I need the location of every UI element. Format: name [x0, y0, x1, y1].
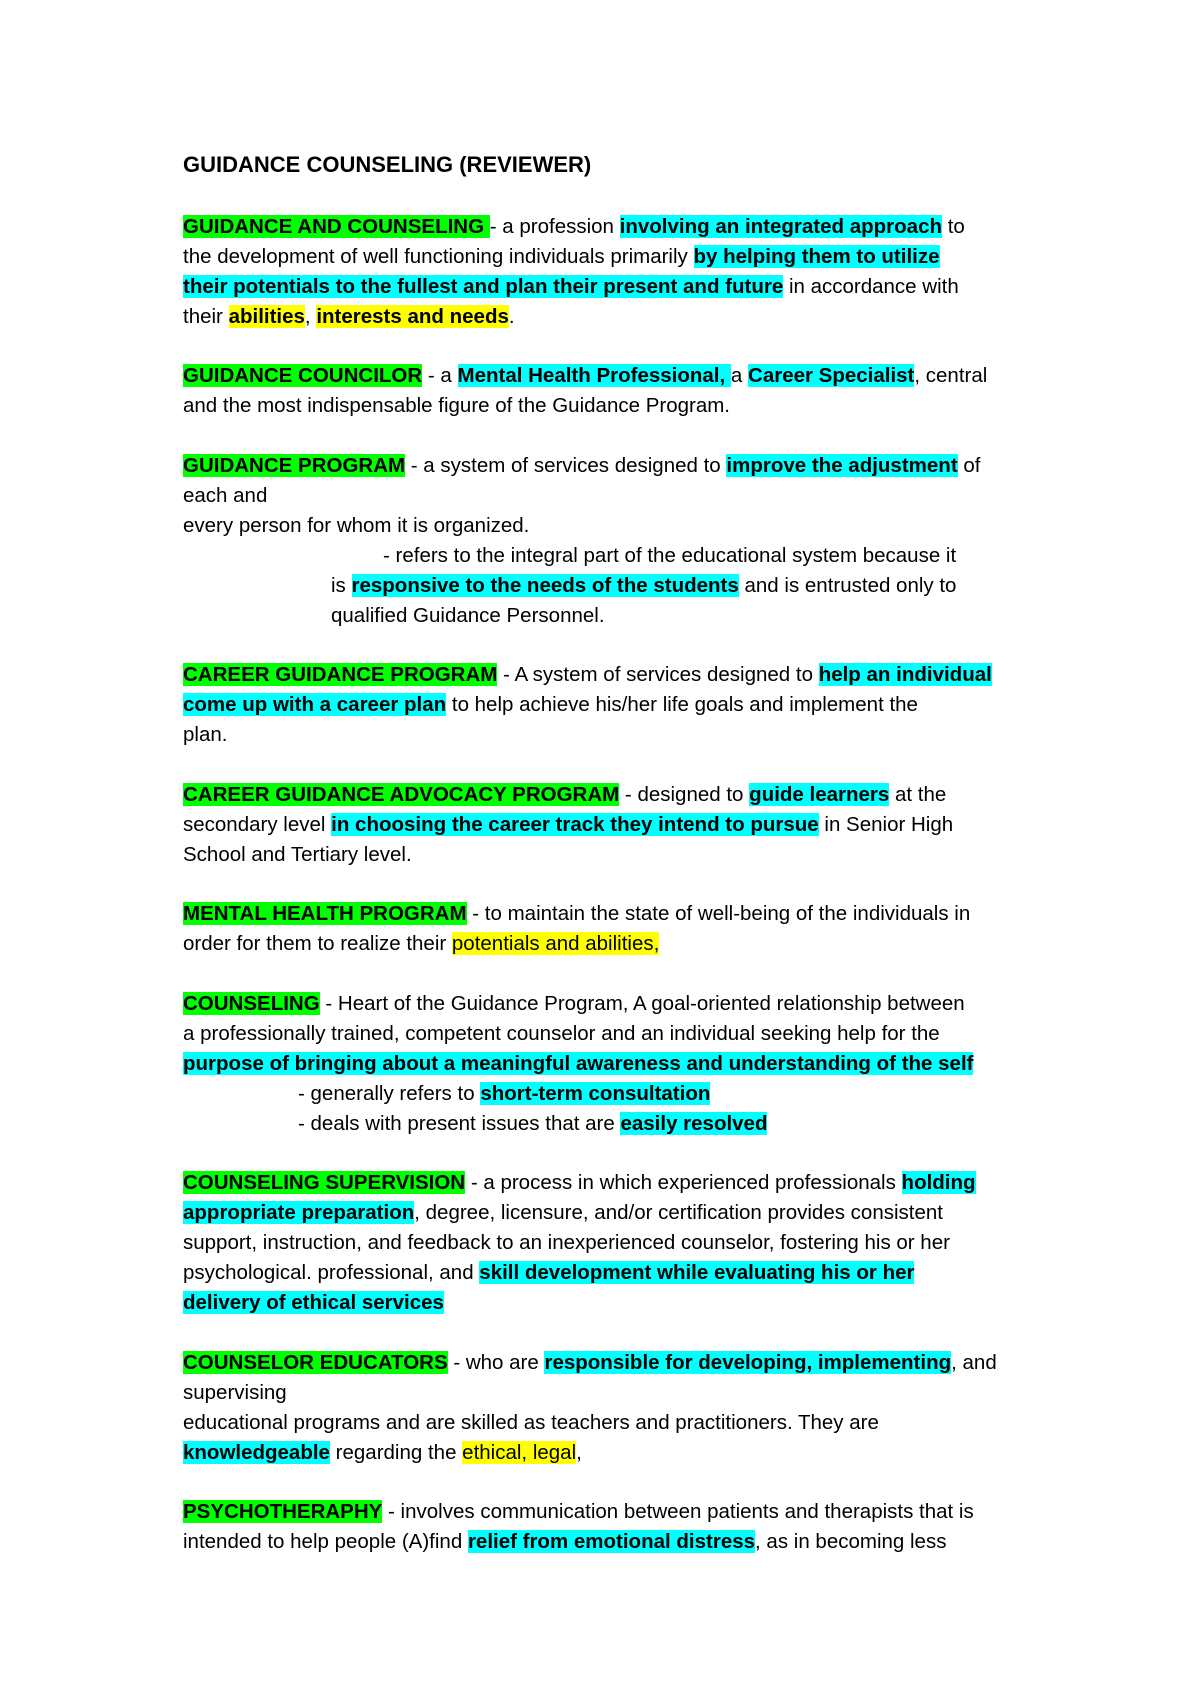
term-psychotherapy: PSYCHOTHERAPHY	[183, 1500, 383, 1523]
text: - A system of services designed to	[497, 663, 819, 686]
highlight-cyan: Career Specialist	[748, 364, 915, 387]
guidance-and-counseling-line-4	[183, 302, 515, 332]
highlight-yellow: abilities	[228, 305, 305, 328]
highlight-yellow: ethical, legal	[462, 1441, 577, 1464]
text: the development of well functioning individuals primarily	[183, 245, 694, 268]
text: - to maintain the state of well-being of the individuals in	[466, 902, 971, 925]
highlight-yellow: interests and needs	[316, 305, 509, 328]
document-title: GUIDANCE COUNSELING (REVIEWER)	[183, 152, 592, 177]
text: - a system of services designed to	[405, 454, 727, 477]
guidance-and-counseling-line-3	[183, 272, 959, 302]
counseling-line-1	[183, 989, 965, 1019]
counseling-supervision-line-1	[183, 1168, 976, 1198]
term-career-guidance-program: CAREER GUIDANCE PROGRAM	[183, 663, 498, 686]
text: - a	[422, 364, 458, 387]
text: .	[508, 305, 515, 328]
term-mental-health-program: MENTAL HEALTH PROGRAM	[183, 902, 467, 925]
text: psychological. professional, and	[183, 1261, 480, 1284]
psychotherapy-line-2	[183, 1527, 946, 1557]
psychotherapy-line-1	[183, 1497, 974, 1527]
guidance-program-line-1	[183, 451, 980, 481]
text: at the	[889, 783, 947, 806]
text: secondary level	[183, 813, 332, 836]
counseling-supervision-line-3: support, instruction, and feedback to an inexperienced counselor, fostering his or her	[183, 1231, 950, 1254]
mental-health-program-line-2	[183, 929, 659, 959]
text: order for them to realize their	[183, 932, 452, 955]
highlight-cyan: their potentials to the fullest and plan their present and future	[183, 275, 784, 298]
highlight-cyan: in choosing the career track they intend to pursue	[331, 813, 819, 836]
highlight-cyan: come up with a career plan	[183, 693, 447, 716]
term-counseling-supervision: COUNSELING SUPERVISION	[183, 1171, 466, 1194]
highlight-cyan: delivery of ethical services	[183, 1291, 444, 1314]
highlight-cyan: knowledgeable	[183, 1441, 330, 1464]
highlight-cyan: appropriate preparation	[183, 1201, 415, 1224]
highlight-cyan: skill development while evaluating his or her	[479, 1261, 915, 1284]
highlight-cyan: Mental Health Professional,	[457, 364, 731, 387]
guidance-and-counseling-line-2	[183, 242, 940, 272]
highlight-cyan: short-term consultation	[480, 1082, 711, 1105]
term-guidance-councilor: GUIDANCE COUNCILOR	[183, 364, 423, 387]
counseling-supervision-line-5	[183, 1288, 444, 1318]
guidance-program-line-2: each and	[183, 484, 268, 507]
guidance-and-counseling-line-1	[183, 212, 965, 242]
highlight-cyan: guide learners	[749, 783, 890, 806]
text: - Heart of the Guidance Program, A goal-oriented relationship between	[319, 992, 965, 1015]
highlight-cyan: purpose of bringing about a meaningful awareness and understanding of the self	[183, 1052, 974, 1075]
highlight-cyan: responsive to the needs of the students	[351, 574, 739, 597]
career-advocacy-program-line-2	[183, 810, 953, 840]
text: a	[730, 364, 749, 387]
text: , as in becoming less	[755, 1530, 947, 1553]
text: ,	[576, 1441, 582, 1464]
counseling-line-2: a professionally trained, competent counselor and an individual seeking help for the	[183, 1022, 940, 1045]
text: - generally refers to	[298, 1082, 481, 1105]
career-guidance-program-line-2	[183, 690, 918, 720]
text: - a profession	[489, 215, 620, 238]
highlight-cyan: help an individual	[818, 663, 992, 686]
text: ,	[304, 305, 317, 328]
counselor-educators-line-3: educational programs and are skilled as teachers and practitioners. They are	[183, 1411, 879, 1434]
counseling-line-4	[298, 1079, 710, 1109]
text: is	[331, 574, 352, 597]
highlight-yellow: potentials and abilities,	[451, 932, 660, 955]
guidance-program-line-5	[331, 571, 956, 601]
term-counselor-educators: COUNSELOR EDUCATORS	[183, 1351, 448, 1374]
guidance-program-line-3: every person for whom it is organized.	[183, 514, 530, 537]
text: intended to help people (A)find	[183, 1530, 468, 1553]
mental-health-program-line-1	[183, 899, 970, 929]
text: and is entrusted only to	[738, 574, 957, 597]
career-guidance-program-line-3: plan.	[183, 723, 228, 746]
highlight-cyan: involving an integrated approach	[619, 215, 943, 238]
guidance-program-line-4: - refers to the integral part of the educational system because it	[383, 544, 957, 567]
counseling-supervision-line-2	[183, 1198, 943, 1228]
text: - involves communication between patients and therapists that is	[382, 1500, 974, 1523]
text: in Senior High	[818, 813, 954, 836]
highlight-cyan: improve the adjustment	[726, 454, 958, 477]
highlight-cyan: easily resolved	[620, 1112, 768, 1135]
term-guidance-program: GUIDANCE PROGRAM	[183, 454, 406, 477]
highlight-cyan: holding	[901, 1171, 976, 1194]
counseling-line-5	[298, 1109, 767, 1139]
text: - a process in which experienced professionals	[465, 1171, 902, 1194]
text: their	[183, 305, 229, 328]
guidance-councilor-line-1	[183, 361, 987, 391]
career-advocacy-program-line-1	[183, 780, 946, 810]
text: , central	[914, 364, 988, 387]
counseling-line-3	[183, 1049, 973, 1079]
highlight-cyan: responsible for developing, implementing	[544, 1351, 952, 1374]
text: - designed to	[619, 783, 750, 806]
text: - who are	[447, 1351, 545, 1374]
counselor-educators-line-1	[183, 1348, 997, 1378]
term-guidance-and-counseling: GUIDANCE AND COUNSELING	[183, 215, 490, 238]
text: , degree, licensure, and/or certification provides consistent	[414, 1201, 943, 1224]
text: - deals with present issues that are	[298, 1112, 621, 1135]
highlight-cyan: relief from emotional distress	[467, 1530, 756, 1553]
counselor-educators-line-2: supervising	[183, 1381, 287, 1404]
highlight-cyan: by helping them to utilize	[693, 245, 940, 268]
guidance-councilor-line-2: and the most indispensable figure of the Guidance Program.	[183, 394, 730, 417]
guidance-program-line-6: qualified Guidance Personnel.	[331, 604, 605, 627]
text: to help achieve his/her life goals and implement the	[446, 693, 918, 716]
counselor-educators-line-4	[183, 1438, 582, 1468]
career-guidance-program-line-1	[183, 660, 992, 690]
career-advocacy-program-line-3: School and Tertiary level.	[183, 843, 412, 866]
text: , and	[951, 1351, 997, 1374]
term-counseling: COUNSELING	[183, 992, 320, 1015]
term-career-guidance-advocacy-program: CAREER GUIDANCE ADVOCACY PROGRAM	[183, 783, 620, 806]
text: of	[957, 454, 981, 477]
text: in accordance with	[783, 275, 959, 298]
text: regarding the	[329, 1441, 463, 1464]
text: to	[942, 215, 965, 238]
counseling-supervision-line-4	[183, 1258, 914, 1288]
